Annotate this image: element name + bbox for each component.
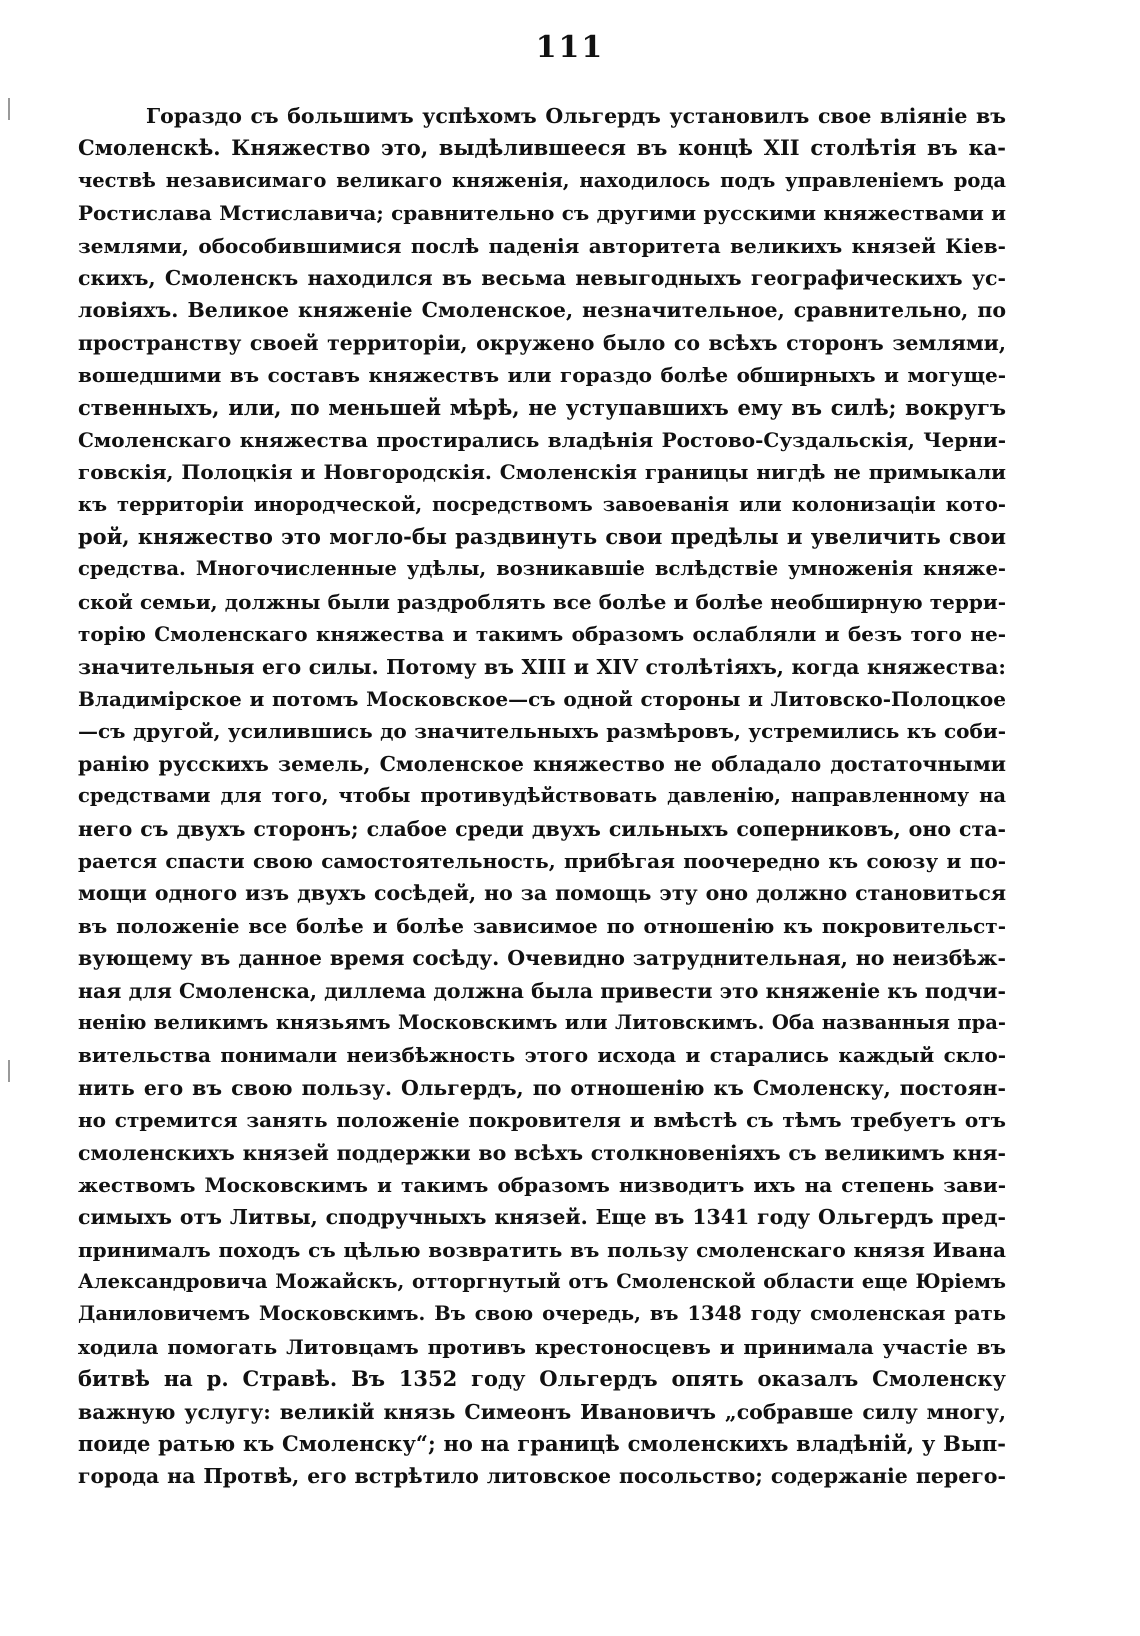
text-line: Гораздо съ большимъ успѣхомъ Ольгердъ установилъ свое вліяніе въ [146,104,1006,128]
text-line: къ территоріи инородческой, посредствомъ завоеванія или колонизаціи кото- [78,492,1006,516]
text-line: въ положеніе все болѣе и болѣе зависимое по отношенію къ покровительст- [78,913,1006,938]
text-line: Даниловичемъ Московскимъ. Въ свою очередь, въ 1348 году смоленская рать [78,1302,1006,1326]
text-line: вительства понимали неизбѣжность этого исхода и старались каждый скло- [78,1043,1006,1068]
text-line: принималъ походъ съ цѣлью возвратить въ пользу смоленскаго князя Ивана [78,1237,1006,1262]
text-line: ранію русскихъ земель, Смоленское княжество не обладало достаточными [78,751,1006,776]
body-text [78,100,1006,1493]
text-line: ненію великимъ князьямъ Московскимъ или Литовскимъ. Оба названныя пра- [78,1010,1006,1034]
text-line: средствами для того, чтобы противудѣйствовать давленію, направленному на [78,784,1006,808]
text-line: битвѣ на р. Стравѣ. Въ 1352 году Ольгердъ опять оказалъ Смоленску [78,1366,1006,1392]
text-line: Ростислава Мстиславича; сравнительно съ другими русскими княжествами и [78,201,1006,226]
text-line: важную услугу: великій князь Симеонъ Ивановичъ „собравше силу многу, [78,1399,1006,1424]
text-line: симыхъ отъ Литвы, сподручныхъ князей. Еще въ 1341 году Ольгердъ пред- [78,1205,1006,1230]
text-line: поиде ратью къ Смоленску“; но на границѣ смоленскихъ владѣній, у Вып- [78,1431,1006,1457]
text-line: вующему въ данное время сосѣду. Очевидно затруднительная, но неизбѣж- [78,946,1006,971]
text-line: смоленскихъ князей поддержки во всѣхъ столкновеніяхъ съ великимъ кня- [78,1140,1006,1165]
text-line: но стремится занять положеніе покровителя и вмѣстѣ съ тѣмъ требуетъ отъ [78,1108,1006,1133]
text-line: —съ другой, усилившись до значительныхъ размѣровъ, устремились къ соби- [78,719,1006,744]
text-line: ная для Смоленска, диллема должна была привести это княженіе къ подчи- [78,978,1006,1003]
text-line: города на Протвѣ, его встрѣтило литовское посольство; содержаніе перего- [78,1464,1006,1489]
text-line: ской семьи, должны были раздроблять все болѣе и болѣе необширную терри- [78,589,1006,614]
text-line: жествомъ Московскимъ и такимъ образомъ низводитъ ихъ на степень зави- [78,1172,1006,1197]
text-line: рается спасти свою самостоятельность, прибѣгая поочередно къ союзу и по- [78,848,1006,873]
text-line: значительныя его силы. Потому въ XIII и XIV столѣтіяхъ, когда княжества: [78,654,1006,679]
text-line: говскія, Полоцкія и Новгородскія. Смоленскія границы нигдѣ не примыкали [78,460,1006,485]
text-line: Владимірское и потомъ Московское—съ одной стороны и Литовско-Полоцкое [78,687,1006,712]
text-line: скихъ, Смоленскъ находился въ весьма невыгодныхъ географическихъ ус- [78,265,1006,290]
text-line: Александровича Можайскъ, отторгнутый отъ Смоленской области еще Юріемъ [78,1270,1006,1294]
page-number: 111 [535,30,605,65]
text-line: мощи одного изъ двухъ сосѣдей, но за помощь эту оно должно становиться [78,881,1006,906]
text-line: пространству своей территоріи, окружено было со всѣхъ сторонъ землями, [78,330,1006,355]
text-line: вошедшими въ составъ княжествъ или гораздо болѣе обширныхъ и могуще- [78,363,1006,388]
text-line: землями, обособившимися послѣ паденія авторитета великихъ князей Кіев- [78,233,1006,258]
text-line: Смоленскѣ. Княжество это, выдѣлившееся въ концѣ XII столѣтія въ ка- [78,135,1006,161]
text-line: ловіяхъ. Великое княженіе Смоленское, незначительное, сравнительно, по [78,298,1006,323]
text-line: него съ двухъ сторонъ; слабое среди двухъ сильныхъ соперниковъ, оно ста- [78,816,1006,841]
margin-mark-middle [8,1060,10,1082]
margin-mark-top [8,98,10,120]
text-line: рой, княжество это могло-бы раздвинуть свои предѣлы и увеличить свои [78,524,1006,550]
text-line: ственныхъ, или, по меньшей мѣрѣ, не уступавшихъ ему въ силѣ; вокругъ [78,394,1006,420]
text-line: Смоленскаго княжества простирались владѣнія Ростово-Суздальскія, Черни- [78,427,1006,452]
text-line: чествѣ независимаго великаго княженія, находилось подъ управленіемъ рода [78,168,1006,192]
text-line: средства. Многочисленные удѣлы, возникавшіе вслѣдствіе умноженія княже- [78,557,1006,581]
text-line: ходила помогать Литовцамъ противъ крестоносцевъ и принимала участіе въ [78,1334,1006,1359]
text-line: нить его въ свою пользу. Ольгердъ, по отношенію къ Смоленску, постоян- [78,1075,1006,1100]
text-line: торію Смоленскаго княжества и такимъ образомъ ослабляли и безъ того не- [78,622,1006,647]
